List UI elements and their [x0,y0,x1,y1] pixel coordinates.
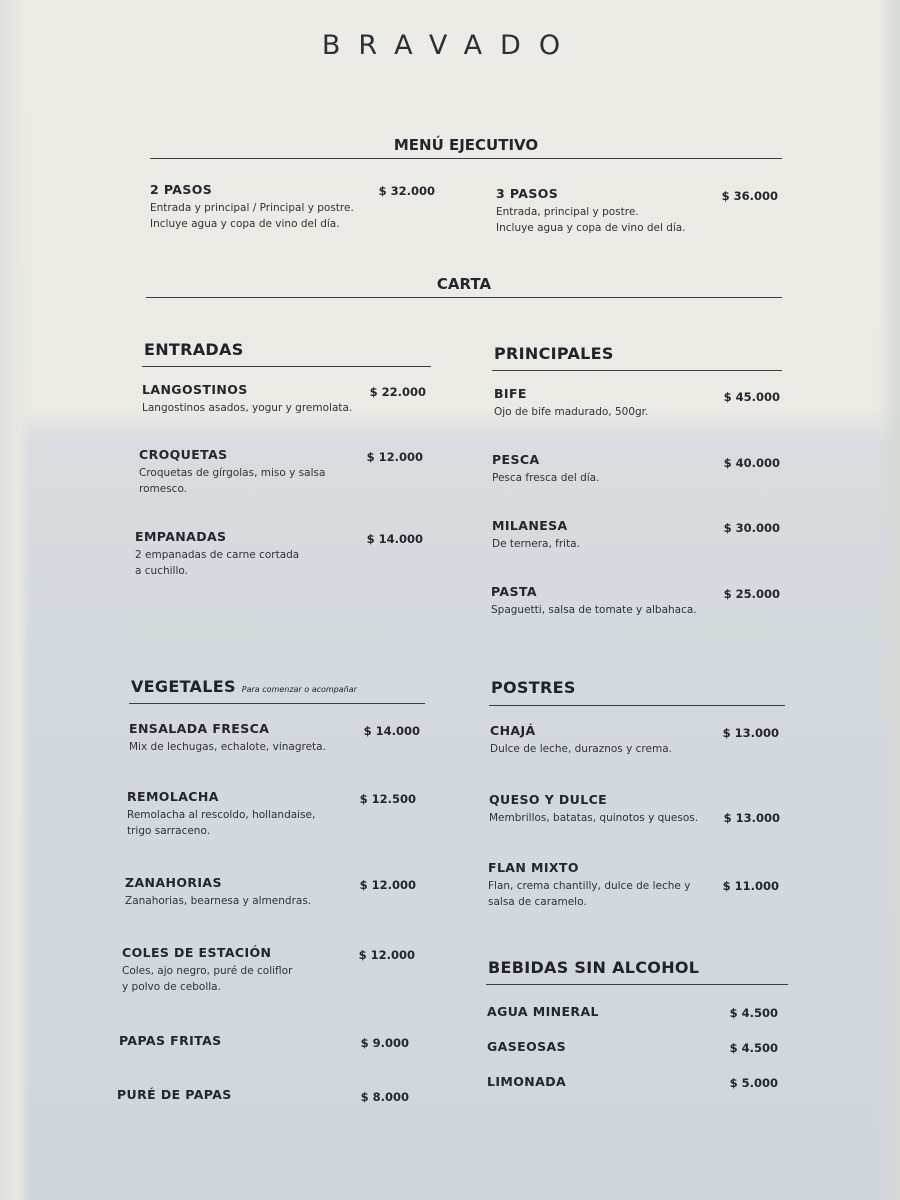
item-description: Langostinos asados, yogur y gremolata. [142,402,353,414]
vegetales-divider [129,703,425,704]
item-description: Pesca fresca del día. [492,472,600,484]
menu-item [135,529,423,579]
item-name: QUESO Y DULCE [489,792,608,807]
item-name: CHAJÁ [490,723,536,738]
item-price: $ 14.000 [366,532,423,546]
item-price: $ 4.500 [729,1041,778,1055]
menu-item [494,386,780,426]
item-description: Zanahorias, bearnesa y almendras. [125,895,312,907]
postres-divider [489,705,785,706]
vegetales-title [131,677,357,696]
item-price: $ 4.500 [729,1006,778,1020]
menu-item [487,1004,778,1024]
menu-ejecutivo-title: MENÚ EJECUTIVO [393,136,539,154]
item-description: Flan, crema chantilly, dulce de leche y [488,880,691,892]
item-price: $ 12.000 [358,948,415,962]
bebidas-title: BEBIDAS SIN ALCOHOL [488,958,700,977]
menu-item [487,1074,778,1094]
item-name: BIFE [494,386,527,401]
item-price: $ 13.000 [722,726,779,740]
item-price: $ 13.000 [723,811,780,825]
menu-item [127,789,416,839]
menu-item [139,447,423,497]
menu-item [492,518,780,558]
brand-title: BRAVADO [321,30,579,61]
item-name: CROQUETAS [139,447,228,462]
item-name: EMPANADAS [135,529,227,544]
item-price: $ 22.000 [369,385,426,399]
item-price: $ 5.000 [729,1076,778,1090]
menu-item [117,1087,409,1107]
menu-item [490,723,779,763]
item-price: $ 25.000 [723,587,780,601]
item-name: PAPAS FRITAS [119,1033,222,1048]
item-name: REMOLACHA [127,789,219,804]
menu-card-edge-right [878,0,900,1200]
item-price: $ 8.000 [360,1090,409,1104]
carta-title: CARTA [436,275,492,293]
menu-item [488,860,779,910]
option-price: $ 32.000 [378,184,435,198]
item-name: AGUA MINERAL [487,1004,599,1019]
principales-divider [492,370,782,371]
item-description: Coles, ajo negro, puré de coliflor [122,965,293,977]
menu-item [489,792,780,832]
bebidas-divider [486,984,788,985]
vegetales-subtitle: Para comenzar o acompañar [241,685,357,694]
menu-item [122,945,415,995]
option-name: 2 PASOS [150,182,213,197]
item-name: MILANESA [492,518,568,533]
entradas-title: ENTRADAS [144,340,244,359]
menu-item [119,1033,409,1053]
carta-divider [146,297,782,298]
item-price: $ 9.000 [360,1036,409,1050]
item-description: Membrillos, batatas, quinotos y quesos. [489,812,699,824]
principales-title: PRINCIPALES [494,344,614,363]
item-name: GASEOSAS [487,1039,566,1054]
menu-item [492,452,780,492]
item-description-line2: a cuchillo. [135,565,188,577]
item-price: $ 30.000 [723,521,780,535]
item-name: LIMONADA [487,1074,567,1089]
item-name: FLAN MIXTO [488,860,579,875]
item-description: Dulce de leche, duraznos y crema. [490,743,672,755]
item-description: Mix de lechugas, echalote, vinagreta. [129,741,326,753]
item-description-line2: y polvo de cebolla. [122,981,221,993]
item-price: $ 12.000 [359,878,416,892]
option-name: 3 PASOS [496,186,559,201]
menu-item [487,1039,778,1059]
item-description-line2: trigo sarraceno. [127,825,211,837]
menu-item [142,382,426,422]
item-price: $ 40.000 [723,456,780,470]
item-name: ENSALADA FRESCA [129,721,270,736]
item-name: PASTA [491,584,537,599]
menu-card-edge-left [0,0,30,1200]
item-description: Remolacha al rescoldo, hollandaise, [127,809,316,821]
item-name: LANGOSTINOS [142,382,248,397]
menu-item [491,584,780,624]
option-description: Entrada y principal / Principal y postre. [150,202,354,214]
menu-ejecutivo-divider [150,158,782,159]
postres-title: POSTRES [491,678,576,697]
item-price: $ 45.000 [723,390,780,404]
menu-item [125,875,416,915]
item-name: COLES DE ESTACIÓN [122,945,272,960]
item-price: $ 12.500 [359,792,416,806]
item-description: Spaguetti, salsa de tomate y albahaca. [491,604,697,616]
item-name: PURÉ DE PAPAS [117,1087,232,1102]
option-description: Entrada, principal y postre. [496,206,639,218]
menu-item [129,721,420,761]
item-description-line2: romesco. [139,483,188,495]
item-description: De ternera, frita. [492,538,580,550]
vegetales-title-text: VEGETALES [131,677,236,696]
option-price: $ 36.000 [721,189,778,203]
item-name: PESCA [492,452,540,467]
option-description-line2: Incluye agua y copa de vino del día. [496,222,686,234]
item-description: 2 empanadas de carne cortada [135,549,300,561]
entradas-divider [142,366,431,367]
item-description: Croquetas de gírgolas, miso y salsa [139,467,326,479]
item-description: Ojo de bife madurado, 500gr. [494,406,649,418]
item-description-line2: salsa de caramelo. [488,896,587,908]
option-description-line2: Incluye agua y copa de vino del día. [150,218,340,230]
item-price: $ 11.000 [722,879,779,893]
item-price: $ 12.000 [366,450,423,464]
item-name: ZANAHORIAS [125,875,222,890]
item-price: $ 14.000 [363,724,420,738]
